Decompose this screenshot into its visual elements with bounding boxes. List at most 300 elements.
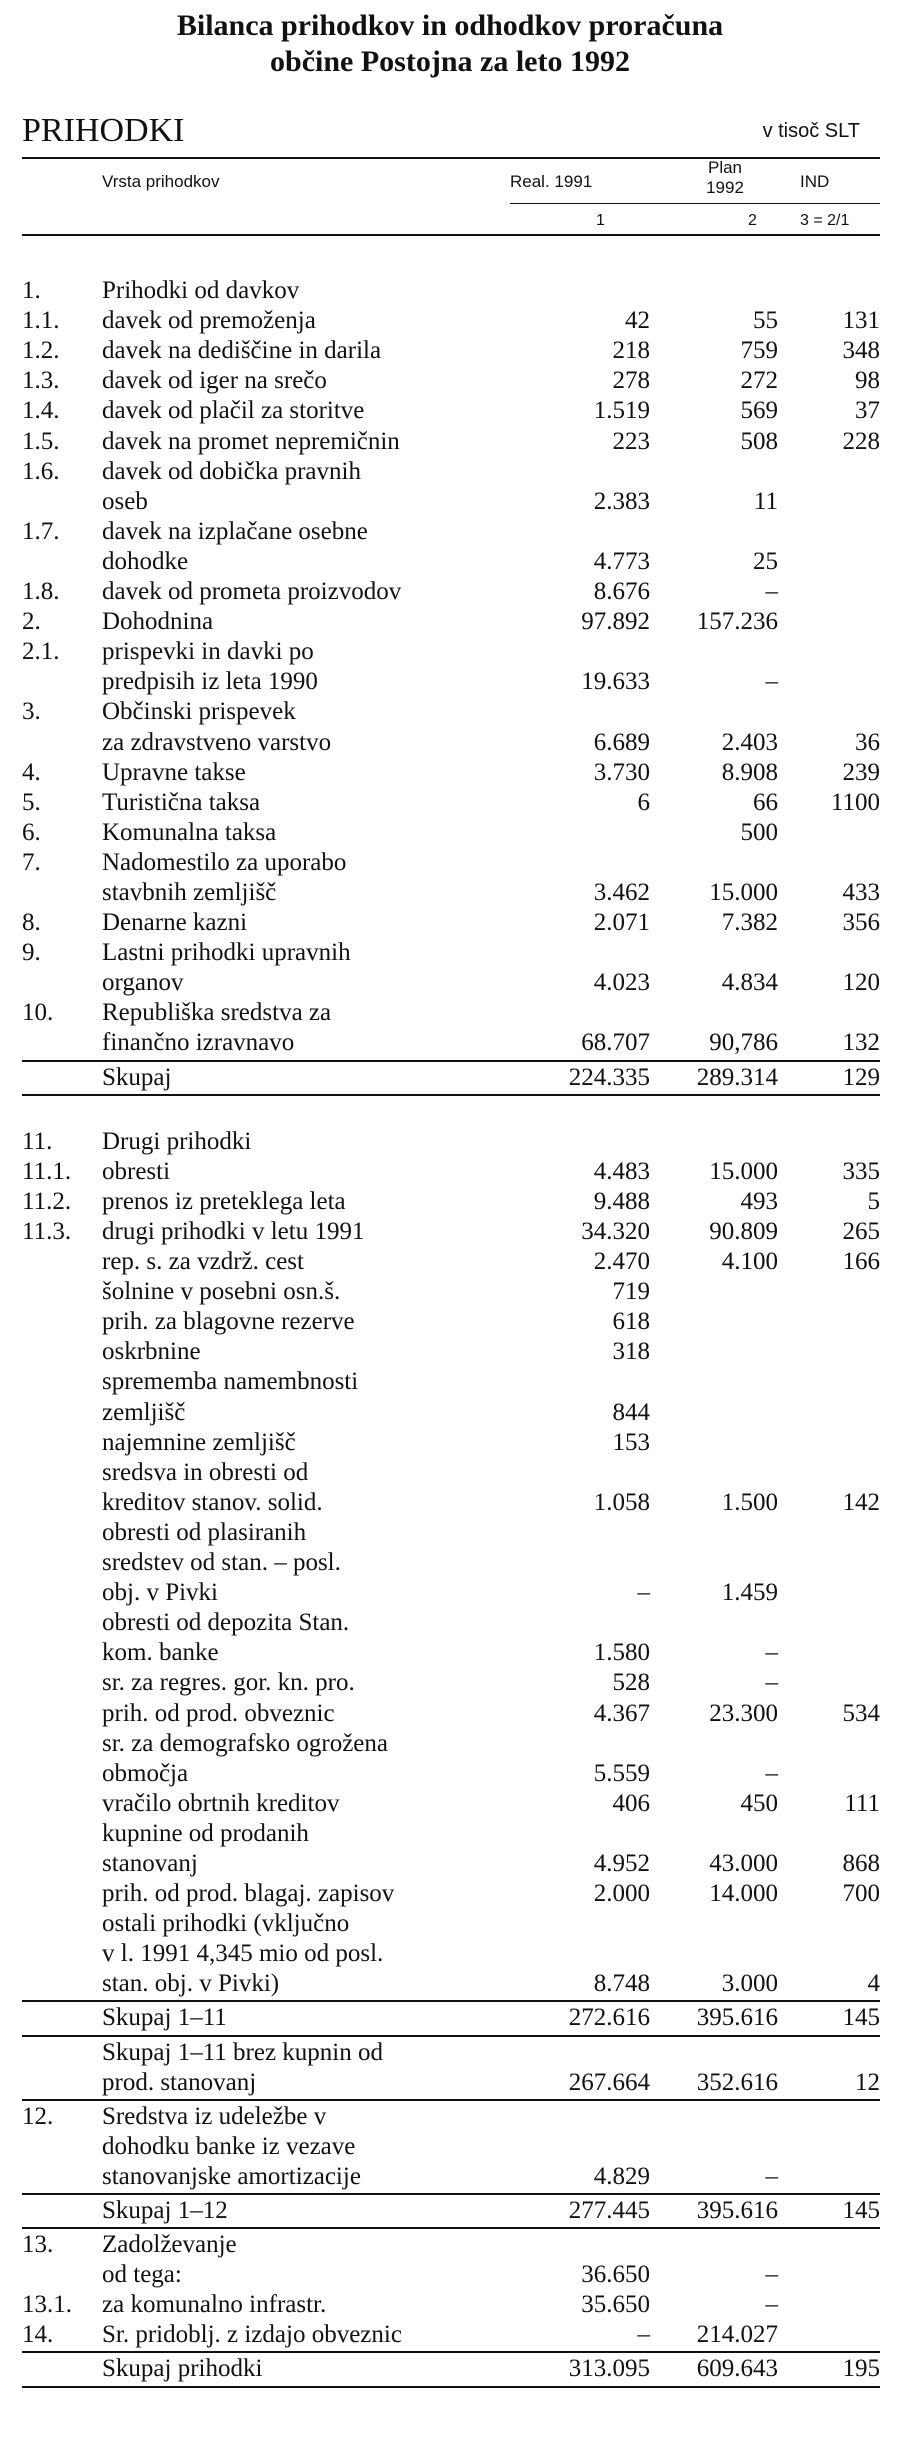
table-row <box>22 1548 880 1578</box>
table-row <box>22 1939 880 1969</box>
row-label: oseb <box>102 487 148 515</box>
table-row <box>22 697 880 727</box>
value-plan-1992: 23.300 <box>709 1699 778 1727</box>
header-sub-rule <box>510 203 880 204</box>
table-row <box>22 1217 880 1247</box>
title-line-1: Bilanca prihodkov in odhodkov proračuna <box>176 9 724 42</box>
table-rule <box>22 2000 880 2002</box>
header-col1: 1 <box>596 212 605 229</box>
table-row <box>22 1187 880 1217</box>
row-label: dohodku banke iz vezave <box>102 2132 356 2160</box>
value-real-1991: 218 <box>612 337 650 365</box>
row-label: najemnine zemljišč <box>102 1428 296 1456</box>
row-label: Nadomestilo za uporabo <box>102 848 347 876</box>
value-index: 335 <box>842 1157 880 1185</box>
value-real-1991: 1.058 <box>593 1488 650 1516</box>
row-label: Skupaj <box>102 1063 172 1091</box>
row-label: obresti od plasiranih <box>102 1518 307 1546</box>
row-label: Prihodki od davkov <box>102 277 300 305</box>
value-real-1991: 4.773 <box>593 547 650 575</box>
header-plan <box>700 158 750 198</box>
value-real-1991: 153 <box>612 1428 650 1456</box>
row-label: dohodke <box>102 547 189 575</box>
value-index: 145 <box>842 2004 880 2032</box>
row-label: vračilo obrtnih kreditov <box>102 1789 340 1817</box>
value-plan-1992: 8.908 <box>721 758 778 786</box>
row-number: 4. <box>22 758 41 786</box>
table-row <box>22 1428 880 1458</box>
row-number: 5. <box>22 788 41 816</box>
table-rule <box>22 2193 880 2195</box>
row-number: 14. <box>22 2321 54 2349</box>
value-real-1991: 19.633 <box>581 668 650 696</box>
table-row <box>22 427 880 457</box>
table-row <box>22 2132 880 2162</box>
value-plan-1992: 4.834 <box>721 969 778 997</box>
value-real-1991: 36.650 <box>581 2261 650 2289</box>
value-real-1991: 8.676 <box>593 578 650 606</box>
header-top-rule <box>22 157 880 159</box>
table-row <box>22 1307 880 1337</box>
table-row <box>22 2003 880 2033</box>
row-label: sredstev od stan. – posl. <box>102 1549 341 1577</box>
row-label: ostali prihodki (vključno <box>102 1910 350 1938</box>
value-plan-1992: 493 <box>740 1187 778 1215</box>
table-row <box>22 396 880 426</box>
table-row <box>22 1578 880 1608</box>
row-label: stanovanj <box>102 1849 198 1877</box>
value-real-1991: 42 <box>625 307 650 335</box>
document-title <box>0 8 900 80</box>
table-row <box>22 2196 880 2226</box>
row-label: Republiška sredstva za <box>102 999 332 1027</box>
table-row <box>22 2102 880 2132</box>
value-plan-1992: 1.459 <box>721 1579 778 1607</box>
value-index: 131 <box>842 307 880 335</box>
header-plan-label: Plan <box>707 158 743 177</box>
header-kind: Vrsta prihodkov <box>102 172 220 191</box>
value-real-1991: 4.483 <box>593 1157 650 1185</box>
value-plan-1992: 90,786 <box>709 1029 778 1057</box>
row-number: 1.3. <box>22 367 60 395</box>
value-real-1991: 4.952 <box>593 1849 650 1877</box>
row-number: 11. <box>22 1127 53 1155</box>
value-real-1991: 6.689 <box>593 728 650 756</box>
row-label: Komunalna taksa <box>102 818 277 846</box>
value-index: 228 <box>842 427 880 455</box>
value-index: 700 <box>842 1880 880 1908</box>
value-plan-1992: 157.236 <box>696 608 778 636</box>
table-row <box>22 1699 880 1729</box>
row-label: davek od plačil za storitve <box>102 397 365 425</box>
value-plan-1992: 214.027 <box>696 2321 778 2349</box>
row-number: 1.8. <box>22 578 60 606</box>
value-plan-1992: – <box>765 2162 778 2190</box>
value-real-1991: 2.470 <box>593 1248 650 1276</box>
value-plan-1992: 15.000 <box>709 878 778 906</box>
value-real-1991: 278 <box>612 367 650 395</box>
table-row <box>22 1909 880 1939</box>
value-index: 37 <box>855 397 880 425</box>
value-index: 166 <box>842 1248 880 1276</box>
value-real-1991: 1.519 <box>593 397 650 425</box>
value-index: 36 <box>855 728 880 756</box>
table-row <box>22 1398 880 1428</box>
value-plan-1992: 2.403 <box>721 728 778 756</box>
table-row <box>22 1367 880 1397</box>
value-real-1991: 3.462 <box>593 878 650 906</box>
value-real-1991: 2.383 <box>593 487 650 515</box>
value-plan-1992: 609.643 <box>696 2355 778 2383</box>
value-real-1991: 3.730 <box>593 758 650 786</box>
row-number: 1.4. <box>22 397 60 425</box>
value-plan-1992: 1.500 <box>721 1488 778 1516</box>
value-plan-1992: 11 <box>753 487 778 515</box>
value-real-1991: 1.580 <box>593 1639 650 1667</box>
value-index: 4 <box>867 1970 880 1998</box>
table-row <box>22 2230 880 2260</box>
header-real: Real. 1991 <box>510 172 593 191</box>
row-number: 13. <box>22 2231 54 2259</box>
value-real-1991: 272.616 <box>568 2004 650 2032</box>
value-plan-1992: – <box>765 2291 778 2319</box>
value-real-1991: 6 <box>637 788 650 816</box>
value-plan-1992: – <box>765 2261 778 2289</box>
row-label: kupnine od prodanih <box>102 1819 309 1847</box>
row-label: prih. za blagovne rezerve <box>102 1308 355 1336</box>
row-label: rep. s. za vzdrž. cest <box>102 1248 304 1276</box>
row-label: obresti <box>102 1157 171 1185</box>
row-label: sr. za regres. gor. kn. pro. <box>102 1669 355 1697</box>
row-label: sredsva in obresti od <box>102 1458 309 1486</box>
value-index: 433 <box>842 878 880 906</box>
table-rule <box>22 1094 880 1096</box>
value-real-1991: 277.445 <box>568 2197 650 2224</box>
table-rule <box>22 2035 880 2037</box>
row-label: prih. od prod. blagaj. zapisov <box>102 1880 395 1908</box>
table-row <box>22 667 880 697</box>
row-label: organov <box>102 969 184 997</box>
value-plan-1992: – <box>765 1639 778 1667</box>
value-plan-1992: 450 <box>740 1789 778 1817</box>
value-real-1991: 2.000 <box>593 1880 650 1908</box>
row-label: Upravne takse <box>102 758 246 786</box>
table-row <box>22 607 880 637</box>
table-spacer-row <box>22 246 880 276</box>
row-number: 2.1. <box>22 638 60 666</box>
value-plan-1992: 395.616 <box>696 2004 778 2032</box>
value-real-1991: 97.892 <box>581 608 650 636</box>
table-row <box>22 1668 880 1698</box>
table-row <box>22 1488 880 1518</box>
value-real-1991: – <box>637 2321 650 2349</box>
table-spacer-row <box>22 1097 880 1127</box>
table-row <box>22 938 880 968</box>
row-label: kom. banke <box>102 1639 219 1667</box>
row-label: davek od prometa proizvodov <box>102 578 402 606</box>
row-label: za zdravstveno varstvo <box>102 728 332 756</box>
value-plan-1992: 289.314 <box>696 1063 778 1091</box>
unit-label: v tisoč SLT <box>762 120 860 142</box>
value-plan-1992: 15.000 <box>709 1157 778 1185</box>
value-index: 356 <box>842 909 880 937</box>
value-plan-1992: 352.616 <box>696 2068 778 2096</box>
row-label: davek na dediščine in darila <box>102 337 382 365</box>
row-label: Zadolževanje <box>102 2231 237 2259</box>
header-ind: IND <box>800 172 830 191</box>
row-label: sprememba namembnosti <box>102 1368 359 1396</box>
row-label: območja <box>102 1759 189 1787</box>
table-row <box>22 547 880 577</box>
value-real-1991: 267.664 <box>568 2068 650 2096</box>
row-number: 1.2. <box>22 337 60 365</box>
row-label: oskrbnine <box>102 1338 201 1366</box>
value-index: 868 <box>842 1849 880 1877</box>
table-row <box>22 2038 880 2068</box>
row-label: Sredstva iz udeležbe v <box>102 2102 327 2130</box>
table-row <box>22 637 880 667</box>
table-row <box>22 336 880 366</box>
row-label: Denarne kazni <box>102 909 248 937</box>
title-line-2: občine Postojna za leto 1992 <box>270 45 630 78</box>
value-real-1991: 9.488 <box>593 1187 650 1215</box>
header-col2: 2 <box>748 212 757 229</box>
value-real-1991: 8.748 <box>593 1970 650 1998</box>
header-bottom-rule <box>22 234 880 236</box>
value-real-1991: 35.650 <box>581 2291 650 2319</box>
value-index: 239 <box>842 758 880 786</box>
value-index: 265 <box>842 1218 880 1245</box>
value-real-1991: 4.023 <box>593 969 650 997</box>
table-row <box>22 2260 880 2290</box>
value-index: 132 <box>842 1029 880 1057</box>
value-index: 142 <box>842 1488 880 1516</box>
row-label: davek od premoženja <box>102 307 316 335</box>
row-number: 1.7. <box>22 517 60 545</box>
table-rule <box>22 2099 880 2101</box>
table-row <box>22 1458 880 1488</box>
table-row <box>22 1277 880 1307</box>
row-label: davek na izplačane osebne <box>102 517 368 545</box>
row-label: Sr. pridoblj. z izdajo obveznic <box>102 2321 402 2349</box>
table-row <box>22 788 880 818</box>
row-number: 13.1. <box>22 2291 72 2319</box>
row-label: drugi prihodki v letu 1991 <box>102 1218 365 1245</box>
row-number: 8. <box>22 909 41 937</box>
table-row <box>22 276 880 306</box>
table-row <box>22 728 880 758</box>
value-index: 145 <box>842 2197 880 2224</box>
table-row <box>22 1638 880 1668</box>
table-row <box>22 1789 880 1819</box>
value-plan-1992: – <box>765 1759 778 1787</box>
value-index: 195 <box>842 2355 880 2383</box>
row-label: prod. stanovanj <box>102 2068 257 2096</box>
value-index: 534 <box>842 1699 880 1727</box>
table-row <box>22 577 880 607</box>
value-plan-1992: 55 <box>753 307 778 335</box>
row-label: zemljišč <box>102 1398 186 1426</box>
value-real-1991: – <box>637 1579 650 1607</box>
table-row <box>22 1879 880 1909</box>
table-row <box>22 878 880 908</box>
row-number: 1. <box>22 277 41 305</box>
table-row <box>22 457 880 487</box>
value-plan-1992: 66 <box>753 788 778 816</box>
table-row <box>22 1063 880 1093</box>
row-number: 3. <box>22 698 41 726</box>
row-number: 11.3. <box>22 1218 72 1245</box>
value-plan-1992: – <box>765 578 778 606</box>
row-label: Skupaj 1–12 <box>102 2197 228 2224</box>
row-number: 11.1. <box>22 1157 72 1185</box>
value-index: 98 <box>855 367 880 395</box>
value-plan-1992: – <box>765 1669 778 1697</box>
row-label: Turistična taksa <box>102 788 261 816</box>
table-row <box>22 1337 880 1367</box>
table-row <box>22 1819 880 1849</box>
value-plan-1992: 272 <box>740 367 778 395</box>
value-index: 129 <box>842 1063 880 1091</box>
table-row <box>22 1759 880 1789</box>
row-label: v l. 1991 4,345 mio od posl. <box>102 1940 384 1968</box>
row-label: davek od dobička pravnih <box>102 457 361 485</box>
table-row <box>22 2354 880 2384</box>
value-real-1991: 34.320 <box>581 1218 650 1245</box>
row-label: prispevki in davki po <box>102 638 314 666</box>
row-label: Skupaj prihodki <box>102 2355 263 2383</box>
value-index: 1100 <box>830 788 880 816</box>
row-label: Lastni prihodki upravnih <box>102 939 351 967</box>
row-label: šolnine v posebni osn.š. <box>102 1278 341 1306</box>
row-label: od tega: <box>102 2261 182 2289</box>
value-real-1991: 844 <box>612 1398 650 1426</box>
value-real-1991: 68.707 <box>581 1029 650 1057</box>
row-label: stanovanjske amortizacije <box>102 2162 361 2190</box>
value-plan-1992: 90.809 <box>709 1218 778 1245</box>
table-row <box>22 2068 880 2098</box>
row-label: za komunalno infrastr. <box>102 2291 327 2319</box>
value-plan-1992: 43.000 <box>709 1849 778 1877</box>
table-row <box>22 1849 880 1879</box>
value-real-1991: 4.829 <box>593 2162 650 2190</box>
row-label: davek od iger na srečo <box>102 367 327 395</box>
table-row <box>22 1028 880 1058</box>
header-col3: 3 = 2/1 <box>800 212 850 229</box>
row-label: Občinski prispevek <box>102 698 296 726</box>
row-number: 9. <box>22 939 41 967</box>
value-real-1991: 618 <box>612 1308 650 1336</box>
table-row <box>22 998 880 1028</box>
table-row <box>22 1247 880 1277</box>
row-label: prih. od prod. obveznic <box>102 1699 335 1727</box>
row-number: 1.1. <box>22 307 60 335</box>
row-label: Drugi prihodki <box>102 1127 252 1155</box>
revenue-table <box>22 246 880 2389</box>
table-row <box>22 818 880 848</box>
table-rule <box>22 1060 880 1062</box>
row-label: davek na promet nepremičnin <box>102 427 400 455</box>
table-row <box>22 1157 880 1187</box>
value-plan-1992: 569 <box>740 397 778 425</box>
table-row <box>22 908 880 938</box>
row-number: 2. <box>22 608 41 636</box>
table-rule <box>22 2386 880 2388</box>
header-plan-year: 1992 <box>706 178 744 197</box>
row-number: 1.5. <box>22 427 60 455</box>
value-plan-1992: 759 <box>740 337 778 365</box>
row-label: obj. v Pivki <box>102 1579 218 1607</box>
value-real-1991: 318 <box>612 1338 650 1366</box>
table-rule <box>22 2351 880 2353</box>
value-index: 5 <box>867 1187 880 1215</box>
value-index: 12 <box>855 2068 880 2096</box>
value-plan-1992: – <box>765 668 778 696</box>
table-row <box>22 487 880 517</box>
table-row <box>22 306 880 336</box>
value-real-1991: 223 <box>612 427 650 455</box>
value-real-1991: 2.071 <box>593 909 650 937</box>
value-plan-1992: 500 <box>740 818 778 846</box>
value-plan-1992: 25 <box>753 547 778 575</box>
value-real-1991: 5.559 <box>593 1759 650 1787</box>
table-row <box>22 2290 880 2320</box>
table-row <box>22 517 880 547</box>
table-rule <box>22 2227 880 2229</box>
section-heading: PRIHODKI <box>22 112 185 149</box>
table-row <box>22 758 880 788</box>
value-index: 348 <box>842 337 880 365</box>
value-real-1991: 313.095 <box>568 2355 650 2383</box>
table-row <box>22 1518 880 1548</box>
row-number: 7. <box>22 848 41 876</box>
value-index: 120 <box>842 969 880 997</box>
row-label: stan. obj. v Pivki) <box>102 1970 280 1998</box>
row-label: obresti od depozita Stan. <box>102 1609 350 1637</box>
table-row <box>22 366 880 396</box>
row-number: 12. <box>22 2102 54 2130</box>
row-label: kreditov stanov. solid. <box>102 1488 323 1516</box>
value-real-1991: 528 <box>612 1669 650 1697</box>
value-plan-1992: 4.100 <box>721 1248 778 1276</box>
table-row <box>22 2320 880 2350</box>
row-number: 11.2. <box>22 1187 72 1215</box>
value-real-1991: 224.335 <box>568 1063 650 1091</box>
row-number: 10. <box>22 999 54 1027</box>
row-label: Dohodnina <box>102 608 214 636</box>
table-row <box>22 1729 880 1759</box>
table-row <box>22 968 880 998</box>
value-plan-1992: 7.382 <box>721 909 778 937</box>
row-label: sr. za demografsko ogrožena <box>102 1729 388 1757</box>
table-row <box>22 1127 880 1157</box>
row-label: predpisih iz leta 1990 <box>102 668 318 696</box>
row-label: Skupaj 1–11 brez kupnin od <box>102 2038 383 2066</box>
value-real-1991: 719 <box>612 1278 650 1306</box>
table-row <box>22 1608 880 1638</box>
value-plan-1992: 395.616 <box>696 2197 778 2224</box>
value-plan-1992: 3.000 <box>721 1970 778 1998</box>
table-row <box>22 1969 880 1999</box>
row-number: 6. <box>22 818 41 846</box>
value-index: 111 <box>844 1789 880 1817</box>
row-number: 1.6. <box>22 457 60 485</box>
table-row <box>22 2162 880 2192</box>
value-real-1991: 406 <box>612 1789 650 1817</box>
table-row <box>22 848 880 878</box>
row-label: Skupaj 1–11 <box>102 2004 227 2032</box>
row-label: stavbnih zemljišč <box>102 878 277 906</box>
